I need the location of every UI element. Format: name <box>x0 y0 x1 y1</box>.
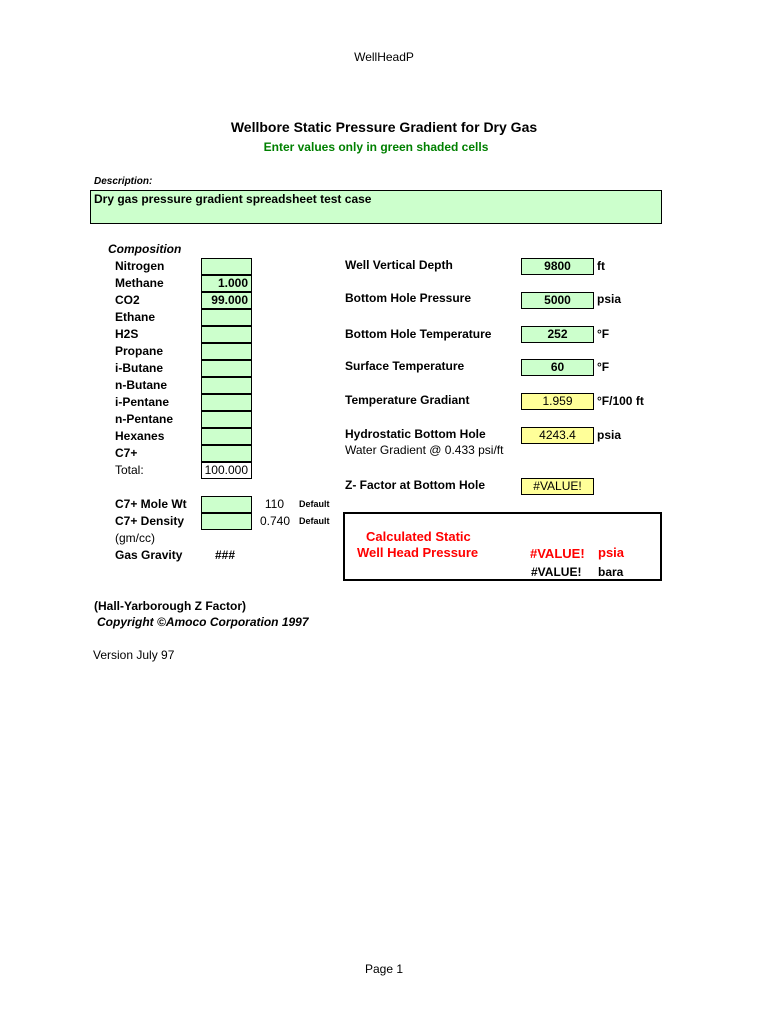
composition-input[interactable] <box>201 394 252 411</box>
page-title: Wellbore Static Pressure Gradient for Dry Gas <box>230 119 538 135</box>
c7-density-input[interactable] <box>201 513 252 530</box>
composition-input[interactable] <box>201 360 252 377</box>
composition-label: i-Butane <box>115 361 163 375</box>
bht-input[interactable]: 252 <box>521 326 594 343</box>
c7-density-label: C7+ Density <box>115 514 185 528</box>
total-value: 100.000 <box>201 462 252 479</box>
composition-input[interactable] <box>201 445 252 462</box>
copyright-note: Copyright ©Amoco Corporation 1997 <box>97 615 309 629</box>
composition-label: Hexanes <box>115 429 165 443</box>
composition-label: n-Pentane <box>115 412 174 426</box>
surface-temp-input[interactable]: 60 <box>521 359 594 376</box>
version-note: Version July 97 <box>93 648 175 662</box>
z-factor-value: #VALUE! <box>521 478 594 495</box>
c7-mole-wt-input[interactable] <box>201 496 252 513</box>
z-factor-label: Z- Factor at Bottom Hole <box>345 478 485 492</box>
sheet-name-header: WellHeadP <box>354 50 414 64</box>
composition-input[interactable]: 99.000 <box>201 292 252 309</box>
composition-heading: Composition <box>108 242 182 256</box>
result-label-line2: Well Head Pressure <box>357 545 479 560</box>
page-subtitle: Enter values only in green shaded cells <box>263 140 489 154</box>
c7-density-default: 0.740 <box>259 514 290 528</box>
composition-input[interactable]: 1.000 <box>201 275 252 292</box>
bht-label: Bottom Hole Temperature <box>345 327 492 341</box>
depth-input[interactable]: 9800 <box>521 258 594 275</box>
hydrostatic-value: 4243.4 <box>521 427 594 444</box>
composition-input[interactable] <box>201 343 252 360</box>
result-label-line1: Calculated Static <box>366 529 471 544</box>
temp-gradient-label: Temperature Gradiant <box>345 393 470 407</box>
result-bara-unit: bara <box>598 565 624 579</box>
surface-temp-unit: °F <box>597 360 610 374</box>
composition-label: i-Pentane <box>115 395 170 409</box>
density-units: (gm/cc) <box>115 531 155 545</box>
bhp-label: Bottom Hole Pressure <box>345 291 472 305</box>
c7-density-default-label: Default <box>299 516 330 526</box>
composition-input[interactable] <box>201 411 252 428</box>
method-note: (Hall-Yarborough Z Factor) <box>94 599 247 613</box>
composition-label: Ethane <box>115 310 156 324</box>
gas-gravity-value: ### <box>215 548 236 562</box>
result-psia-unit: psia <box>598 545 625 560</box>
composition-input[interactable] <box>201 309 252 326</box>
result-psia-value: #VALUE! <box>530 546 585 561</box>
composition-label: n-Butane <box>115 378 167 392</box>
composition-label: Propane <box>115 344 164 358</box>
composition-input[interactable] <box>201 258 252 275</box>
bht-unit: °F <box>597 327 610 341</box>
total-label: Total: <box>115 463 144 477</box>
temp-gradient-unit: °F/100 ft <box>597 394 644 408</box>
bhp-input[interactable]: 5000 <box>521 292 594 309</box>
description-field[interactable]: Dry gas pressure gradient spreadsheet test case <box>90 190 662 224</box>
depth-unit: ft <box>597 259 605 273</box>
hydrostatic-label: Hydrostatic Bottom Hole <box>345 427 486 441</box>
temp-gradient-value: 1.959 <box>521 393 594 410</box>
composition-label: Nitrogen <box>115 259 165 273</box>
c7-mole-wt-default: 110 <box>264 497 284 511</box>
composition-input[interactable] <box>201 428 252 445</box>
composition-input[interactable] <box>201 377 252 394</box>
water-gradient-note: Water Gradient @ 0.433 psi/ft <box>345 443 504 457</box>
composition-label: CO2 <box>115 293 140 307</box>
page-number: Page 1 <box>364 962 404 976</box>
description-label: Description: <box>94 176 153 187</box>
c7-mole-wt-default-label: Default <box>299 499 330 509</box>
composition-label: C7+ <box>115 446 138 460</box>
gas-gravity-label: Gas Gravity <box>115 548 183 562</box>
hydrostatic-unit: psia <box>597 428 622 442</box>
composition-input[interactable] <box>201 326 252 343</box>
surface-temp-label: Surface Temperature <box>345 359 465 373</box>
c7-mole-wt-label: C7+ Mole Wt <box>115 497 187 511</box>
composition-label: Methane <box>115 276 164 290</box>
depth-label: Well Vertical Depth <box>345 258 453 272</box>
bhp-unit: psia <box>597 292 622 306</box>
result-bara-value: #VALUE! <box>531 565 582 579</box>
composition-label: H2S <box>115 327 139 341</box>
